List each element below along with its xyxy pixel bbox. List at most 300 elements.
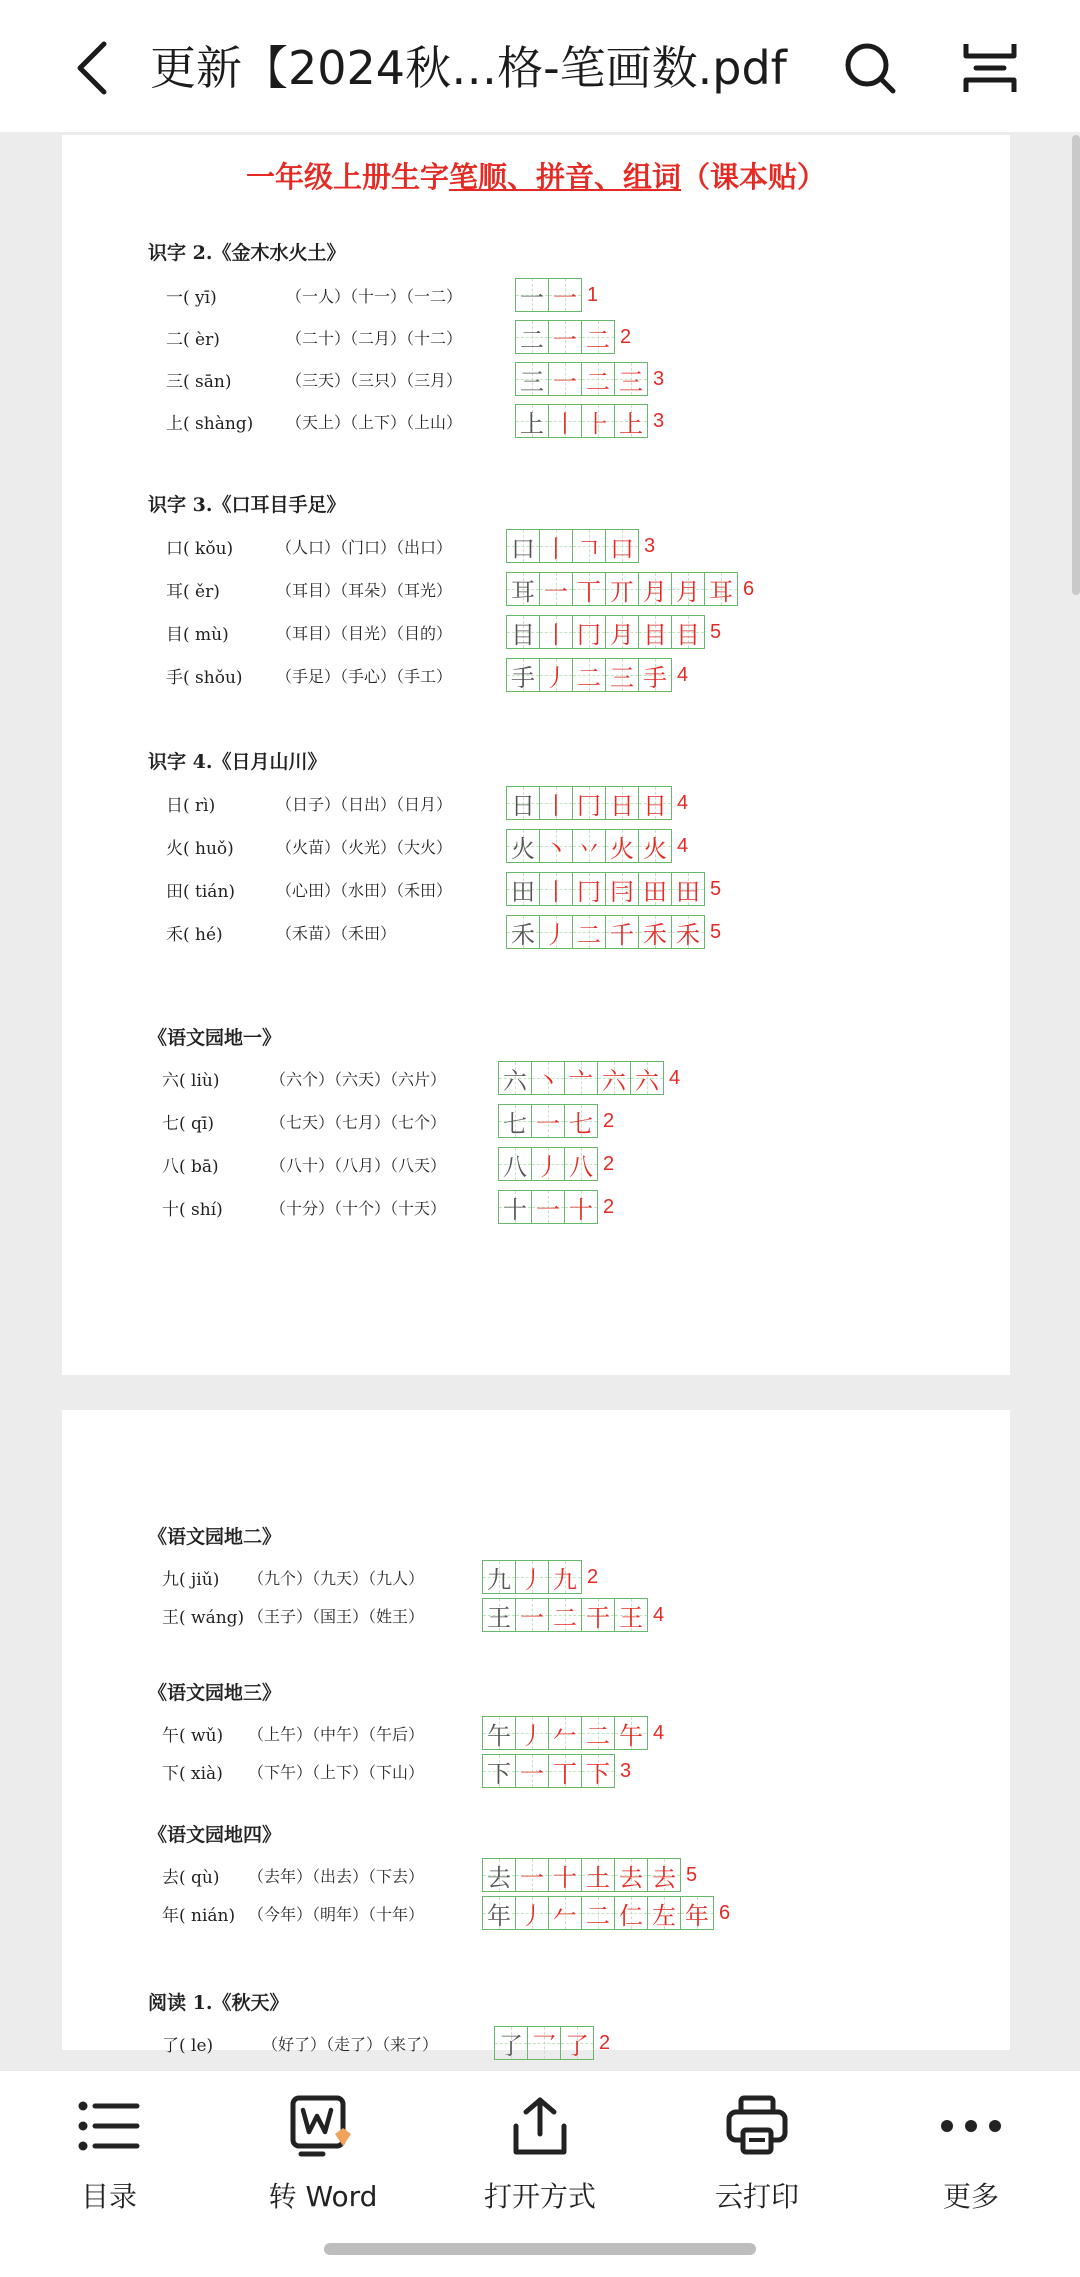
stroke-glyph: 一 xyxy=(553,325,577,354)
char-pinyin: 六( liù) xyxy=(162,1070,220,1091)
word-examples: （王子）（国王）（姓王） xyxy=(248,1606,425,1626)
stroke-count: 4 xyxy=(677,834,689,857)
stroke-step-box xyxy=(527,2026,561,2060)
char-row xyxy=(166,615,452,649)
stroke-glyph: 年 xyxy=(487,1901,511,1930)
stroke-count: 6 xyxy=(743,577,755,600)
model-char-box xyxy=(482,1858,516,1892)
stroke-step-box xyxy=(539,572,573,606)
model-char-box xyxy=(482,1896,516,1930)
stroke-glyph: 三 xyxy=(610,663,634,692)
section-heading: 识字 4.《日月山川》 xyxy=(148,751,327,773)
stroke-order-grid xyxy=(482,1754,631,1788)
stroke-step-box xyxy=(564,1190,598,1224)
stroke-step-box xyxy=(680,1896,714,1930)
stroke-step-box xyxy=(531,1061,565,1095)
stroke-glyph: 六 xyxy=(635,1066,659,1095)
char-row xyxy=(166,404,462,438)
stroke-glyph: 土 xyxy=(586,1863,610,1892)
stroke-glyph: 一 xyxy=(553,283,577,312)
section-heading: 《语文园地二》 xyxy=(148,1526,282,1548)
stroke-glyph: 耳 xyxy=(709,577,733,606)
stroke-glyph: 田 xyxy=(643,877,667,906)
stroke-step-box xyxy=(614,1858,648,1892)
word-examples: （耳目）（耳朵）（耳光） xyxy=(276,580,453,600)
stroke-glyph: 午 xyxy=(487,1721,511,1750)
stroke-glyph: 九 xyxy=(487,1565,511,1594)
stroke-step-box xyxy=(539,615,573,649)
stroke-glyph: 干 xyxy=(586,1603,610,1632)
stroke-glyph: 目 xyxy=(511,620,535,649)
document-heading xyxy=(62,155,1010,196)
stroke-step-box xyxy=(614,1896,648,1930)
stroke-step-box xyxy=(572,529,606,563)
stroke-glyph: 一 xyxy=(536,1195,560,1224)
stroke-glyph: 去 xyxy=(487,1863,511,1892)
stroke-step-box xyxy=(581,1858,615,1892)
stroke-glyph: 去 xyxy=(619,1863,643,1892)
model-char-box xyxy=(506,658,540,692)
stroke-glyph: 丿 xyxy=(520,1721,544,1750)
model-char-box xyxy=(498,1147,532,1181)
stroke-step-box xyxy=(581,1716,615,1750)
stroke-glyph: 二 xyxy=(577,663,601,692)
stroke-glyph: 月 xyxy=(676,577,700,606)
stroke-glyph: 八 xyxy=(569,1152,593,1181)
stroke-step-box xyxy=(614,1598,648,1632)
stroke-glyph: 丨 xyxy=(544,620,568,649)
stroke-step-box xyxy=(515,1896,549,1930)
stroke-step-box xyxy=(671,572,705,606)
stroke-glyph: 九 xyxy=(553,1565,577,1594)
stroke-order-grid xyxy=(515,320,631,354)
model-char-box xyxy=(482,1598,516,1632)
stroke-glyph: 冂 xyxy=(577,877,601,906)
stroke-glyph: 目 xyxy=(676,620,700,649)
stroke-step-box xyxy=(572,872,606,906)
catalog-button[interactable] xyxy=(29,2091,189,2231)
stroke-glyph: 三 xyxy=(619,367,643,396)
char-row xyxy=(166,362,462,396)
stroke-count: 3 xyxy=(644,534,656,557)
stroke-order-grid xyxy=(494,2026,610,2060)
stroke-order-grid xyxy=(506,529,655,563)
char-row xyxy=(166,529,452,563)
char-row xyxy=(162,1598,424,1632)
stroke-step-box xyxy=(564,1147,598,1181)
stroke-step-box xyxy=(548,1716,582,1750)
stroke-glyph: 日 xyxy=(511,791,535,820)
stroke-step-box xyxy=(581,1896,615,1930)
stroke-order-grid xyxy=(506,786,688,820)
word-examples: （今年）（明年）（十年） xyxy=(248,1904,425,1924)
stroke-glyph: 一 xyxy=(544,577,568,606)
char-row xyxy=(166,786,452,820)
char-row xyxy=(162,1858,424,1892)
stroke-step-box xyxy=(614,1716,648,1750)
word-examples: （七天）（七月）（七个） xyxy=(270,1112,447,1132)
stroke-step-box xyxy=(647,1896,681,1930)
model-char-box xyxy=(506,915,540,949)
model-char-box xyxy=(506,572,540,606)
model-char-box xyxy=(506,872,540,906)
stroke-glyph: 了 xyxy=(565,2031,589,2060)
stroke-step-box xyxy=(539,829,573,863)
stroke-step-box xyxy=(581,1754,615,1788)
char-pinyin: 火( huǒ) xyxy=(166,838,234,859)
stroke-step-box xyxy=(671,872,705,906)
stroke-step-box xyxy=(605,915,639,949)
char-pinyin: 一( yī) xyxy=(166,287,217,308)
word-examples: （去年）（出去）（下去） xyxy=(248,1866,425,1886)
search-button[interactable] xyxy=(838,36,902,100)
stroke-glyph: 十 xyxy=(553,1863,577,1892)
stroke-order-grid xyxy=(515,404,664,438)
stroke-step-box xyxy=(548,1754,582,1788)
word-examples: （九个）（九天）（九人） xyxy=(248,1568,425,1588)
stroke-glyph: 上 xyxy=(520,409,544,438)
stroke-glyph: 下 xyxy=(487,1759,511,1788)
char-pinyin: 禾( hé) xyxy=(166,924,223,945)
stroke-order-grid xyxy=(498,1104,614,1138)
stroke-step-box xyxy=(572,915,606,949)
char-pinyin: 八( bā) xyxy=(162,1156,219,1177)
stroke-count: 3 xyxy=(653,367,665,390)
stroke-step-box xyxy=(671,915,705,949)
section-heading: 识字 2.《金木水火土》 xyxy=(148,242,346,264)
stroke-glyph: 𠃍 xyxy=(577,534,601,563)
top-bar xyxy=(0,0,1080,132)
word-examples: （八十）（八月）（八天） xyxy=(270,1155,447,1175)
open-with-button[interactable] xyxy=(460,2091,620,2231)
word-examples: （好了）（走了）（来了） xyxy=(262,2034,439,2054)
word-examples: （十分）（十个）（十天） xyxy=(270,1198,447,1218)
stroke-glyph: 丿 xyxy=(520,1901,544,1930)
stroke-glyph: 左 xyxy=(652,1901,676,1930)
stroke-glyph: 一 xyxy=(520,283,544,312)
stroke-step-box xyxy=(581,1598,615,1632)
stroke-glyph: 二 xyxy=(586,325,610,354)
fit-width-button[interactable] xyxy=(958,36,1022,100)
stroke-count: 1 xyxy=(587,283,599,306)
stroke-step-box xyxy=(515,1858,549,1892)
word-examples: （耳目）（目光）（目的） xyxy=(276,623,453,643)
char-row xyxy=(162,1147,446,1181)
stroke-glyph: 八 xyxy=(503,1152,527,1181)
char-row xyxy=(162,1560,424,1594)
stroke-order-grid xyxy=(482,1716,664,1750)
cloud-print-button[interactable] xyxy=(677,2091,837,2231)
stroke-glyph: 一 xyxy=(520,1759,544,1788)
stroke-count: 2 xyxy=(603,1109,615,1132)
stroke-glyph: 年 xyxy=(685,1901,709,1930)
word-examples: （火苗）（火光）（大火） xyxy=(276,837,453,857)
stroke-step-box xyxy=(539,786,573,820)
model-char-box xyxy=(515,362,549,396)
stroke-count: 4 xyxy=(669,1066,681,1089)
stroke-order-grid xyxy=(506,615,721,649)
stroke-glyph: 田 xyxy=(676,877,700,906)
char-pinyin: 下( xià) xyxy=(162,1763,223,1784)
catalog-label: 目录 xyxy=(80,2180,137,2213)
char-pinyin: 口( kǒu) xyxy=(166,538,234,559)
stroke-step-box xyxy=(630,1061,664,1095)
stroke-glyph: 一 xyxy=(520,1863,544,1892)
stroke-count: 4 xyxy=(677,791,689,814)
model-char-box xyxy=(515,404,549,438)
stroke-count: 5 xyxy=(710,620,722,643)
stroke-glyph: 千 xyxy=(610,920,634,949)
stroke-step-box xyxy=(605,658,639,692)
stroke-step-box xyxy=(638,829,672,863)
stroke-glyph: 亠 xyxy=(569,1066,593,1095)
word-examples: （日子）（日出）（日月） xyxy=(276,794,453,814)
stroke-count: 4 xyxy=(653,1721,665,1744)
stroke-step-box xyxy=(647,1858,681,1892)
stroke-order-grid xyxy=(482,1896,730,1930)
stroke-count: 2 xyxy=(603,1152,615,1175)
char-row xyxy=(162,1104,446,1138)
stroke-step-box xyxy=(548,1598,582,1632)
word-examples: （二十）（二月）（十二） xyxy=(286,328,463,348)
cloud-print-label: 云打印 xyxy=(714,2180,799,2213)
stroke-order-grid xyxy=(498,1190,614,1224)
stroke-step-box xyxy=(548,1858,582,1892)
stroke-glyph: 二 xyxy=(553,1603,577,1632)
stroke-order-grid xyxy=(498,1147,614,1181)
stroke-order-grid xyxy=(506,915,721,949)
stroke-step-box xyxy=(581,404,615,438)
stroke-order-grid xyxy=(515,362,664,396)
stroke-glyph: 丿 xyxy=(536,1152,560,1181)
stroke-glyph: 丨 xyxy=(544,877,568,906)
stroke-glyph: 冃 xyxy=(610,877,634,906)
stroke-step-box xyxy=(539,872,573,906)
model-char-box xyxy=(498,1104,532,1138)
stroke-count: 6 xyxy=(719,1901,731,1924)
stroke-step-box xyxy=(539,658,573,692)
char-pinyin: 了( le) xyxy=(162,2035,214,2056)
stroke-glyph: 丿 xyxy=(544,663,568,692)
stroke-order-grid xyxy=(506,658,688,692)
char-pinyin: 十( shí) xyxy=(162,1199,223,1220)
stroke-glyph: 火 xyxy=(610,834,634,863)
stroke-count: 2 xyxy=(603,1195,615,1218)
home-indicator[interactable] xyxy=(324,2243,756,2255)
stroke-glyph: 月 xyxy=(643,577,667,606)
stroke-glyph: 丷 xyxy=(577,834,601,863)
stroke-step-box xyxy=(581,362,615,396)
stroke-glyph: 丿 xyxy=(520,1565,544,1594)
word-examples: （一人）（十一）（一二） xyxy=(286,286,463,306)
stroke-glyph: 二 xyxy=(577,920,601,949)
section-heading: 阅读 1.《秋天》 xyxy=(148,1992,289,2014)
stroke-step-box xyxy=(548,362,582,396)
stroke-step-box xyxy=(515,1716,549,1750)
stroke-step-box xyxy=(515,1754,549,1788)
stroke-step-box xyxy=(614,404,648,438)
section-heading: 识字 3.《口耳目手足》 xyxy=(148,494,346,516)
char-pinyin: 手( shǒu) xyxy=(166,667,243,688)
stroke-step-box xyxy=(605,615,639,649)
model-char-box xyxy=(506,529,540,563)
section-heading: 《语文园地一》 xyxy=(148,1027,282,1049)
stroke-step-box xyxy=(597,1061,631,1095)
model-char-box xyxy=(515,278,549,312)
stroke-glyph: 口 xyxy=(511,534,535,563)
char-row xyxy=(162,1754,424,1788)
stroke-step-box xyxy=(539,529,573,563)
char-pinyin: 王( wáng) xyxy=(162,1607,245,1628)
model-char-box xyxy=(482,1560,516,1594)
stroke-step-box xyxy=(638,658,672,692)
stroke-glyph: 十 xyxy=(503,1195,527,1224)
stroke-step-box xyxy=(704,572,738,606)
stroke-glyph: 丶 xyxy=(536,1066,560,1095)
stroke-glyph: 火 xyxy=(643,834,667,863)
stroke-order-grid xyxy=(506,572,754,606)
stroke-step-box xyxy=(531,1104,565,1138)
stroke-glyph: 上 xyxy=(619,409,643,438)
stroke-step-box xyxy=(605,829,639,863)
char-pinyin: 目( mù) xyxy=(166,624,229,645)
stroke-glyph: 日 xyxy=(610,791,634,820)
char-pinyin: 三( sān) xyxy=(166,371,232,392)
stroke-glyph: 六 xyxy=(503,1066,527,1095)
char-pinyin: 午( wǔ) xyxy=(162,1725,224,1746)
convert-word-button[interactable] xyxy=(243,2091,403,2231)
stroke-step-box xyxy=(531,1190,565,1224)
stroke-step-box xyxy=(572,829,606,863)
search-icon xyxy=(842,40,898,96)
stroke-glyph: 口 xyxy=(610,534,634,563)
stroke-glyph: 禾 xyxy=(511,920,535,949)
stroke-step-box xyxy=(605,786,639,820)
stroke-glyph: 日 xyxy=(643,791,667,820)
stroke-step-box xyxy=(548,1560,582,1594)
model-char-box xyxy=(515,320,549,354)
stroke-glyph: 六 xyxy=(602,1066,626,1095)
stroke-step-box xyxy=(572,572,606,606)
stroke-glyph: 乛 xyxy=(532,2031,556,2060)
stroke-count: 4 xyxy=(677,663,689,686)
stroke-step-box xyxy=(638,572,672,606)
char-pinyin: 田( tián) xyxy=(166,881,236,902)
stroke-glyph: 七 xyxy=(503,1109,527,1138)
word-examples: （下午）（上下）（下山） xyxy=(248,1762,425,1782)
stroke-glyph: 丿 xyxy=(544,920,568,949)
stroke-step-box xyxy=(560,2026,594,2060)
char-pinyin: 九( jiǔ) xyxy=(162,1569,220,1590)
stroke-glyph: 丅 xyxy=(553,1759,577,1788)
stroke-count: 5 xyxy=(686,1863,698,1886)
convert-word-icon xyxy=(289,2094,357,2158)
pdf-page-2 xyxy=(62,1410,1010,2060)
model-char-box xyxy=(506,786,540,820)
back-button[interactable] xyxy=(62,36,122,100)
scrollbar-thumb[interactable] xyxy=(1072,135,1080,595)
stroke-glyph: 丅 xyxy=(577,577,601,606)
stroke-glyph: 冂 xyxy=(577,791,601,820)
stroke-glyph: 𠂉 xyxy=(553,1721,577,1750)
stroke-step-box xyxy=(572,658,606,692)
stroke-glyph: 仁 xyxy=(619,1901,643,1930)
stroke-step-box xyxy=(638,786,672,820)
model-char-box xyxy=(506,615,540,649)
stroke-step-box xyxy=(548,404,582,438)
more-icon xyxy=(939,2116,1003,2136)
char-pinyin: 七( qī) xyxy=(162,1113,214,1134)
stroke-step-box xyxy=(539,915,573,949)
stroke-glyph: 耳 xyxy=(511,577,535,606)
stroke-step-box xyxy=(638,615,672,649)
stroke-count: 3 xyxy=(620,1759,632,1782)
word-examples: （上午）（中午）（午后） xyxy=(248,1724,425,1744)
pdf-page-1 xyxy=(62,135,1010,1375)
model-char-box xyxy=(506,829,540,863)
model-char-box xyxy=(498,1190,532,1224)
char-row xyxy=(166,829,452,863)
char-pinyin: 日( rì) xyxy=(166,795,216,816)
stroke-step-box xyxy=(572,615,606,649)
stroke-glyph: 王 xyxy=(619,1603,643,1632)
section-heading: 《语文园地三》 xyxy=(148,1682,282,1704)
stroke-glyph: 丨 xyxy=(553,409,577,438)
stroke-glyph: 𠂉 xyxy=(553,1901,577,1930)
heading-plain: 一年级上册生字 xyxy=(245,160,449,194)
stroke-order-grid xyxy=(506,872,721,906)
stroke-order-grid xyxy=(515,278,598,312)
char-row xyxy=(162,2026,438,2060)
char-pinyin: 年( nián) xyxy=(162,1905,236,1926)
model-char-box xyxy=(498,1061,532,1095)
char-pinyin: 耳( ěr) xyxy=(166,581,220,602)
stroke-glyph: 月 xyxy=(610,620,634,649)
char-pinyin: 上( shàng) xyxy=(166,413,254,434)
document-title: 更新【2024秋…格-笔画数.pdf xyxy=(150,41,787,95)
stroke-glyph: 去 xyxy=(652,1863,676,1892)
stroke-glyph: 手 xyxy=(511,663,535,692)
word-examples: （手足）（手心）（手工） xyxy=(276,666,453,686)
convert-word-label: 转 Word xyxy=(268,2180,378,2213)
model-char-box xyxy=(494,2026,528,2060)
stroke-step-box xyxy=(515,1598,549,1632)
stroke-glyph: 手 xyxy=(643,663,667,692)
stroke-glyph: 七 xyxy=(569,1109,593,1138)
stroke-glyph: 了 xyxy=(499,2031,523,2060)
char-row xyxy=(166,320,462,354)
char-pinyin: 去( qù) xyxy=(162,1867,220,1888)
chevron-left-icon xyxy=(72,40,112,96)
stroke-glyph: 十 xyxy=(569,1195,593,1224)
more-label: 更多 xyxy=(942,2180,999,2213)
stroke-count: 2 xyxy=(620,325,632,348)
list-icon xyxy=(77,2098,141,2154)
stroke-glyph: 目 xyxy=(643,620,667,649)
stroke-step-box xyxy=(572,786,606,820)
stroke-step-box xyxy=(564,1104,598,1138)
more-button[interactable] xyxy=(891,2091,1051,2231)
stroke-step-box xyxy=(605,529,639,563)
char-row xyxy=(162,1061,446,1095)
stroke-count: 5 xyxy=(710,920,722,943)
stroke-step-box xyxy=(638,915,672,949)
char-pinyin: 二( èr) xyxy=(166,329,220,350)
share-icon xyxy=(508,2094,572,2158)
stroke-glyph: 冂 xyxy=(577,620,601,649)
stroke-glyph: 二 xyxy=(586,367,610,396)
stroke-glyph: 田 xyxy=(511,877,535,906)
